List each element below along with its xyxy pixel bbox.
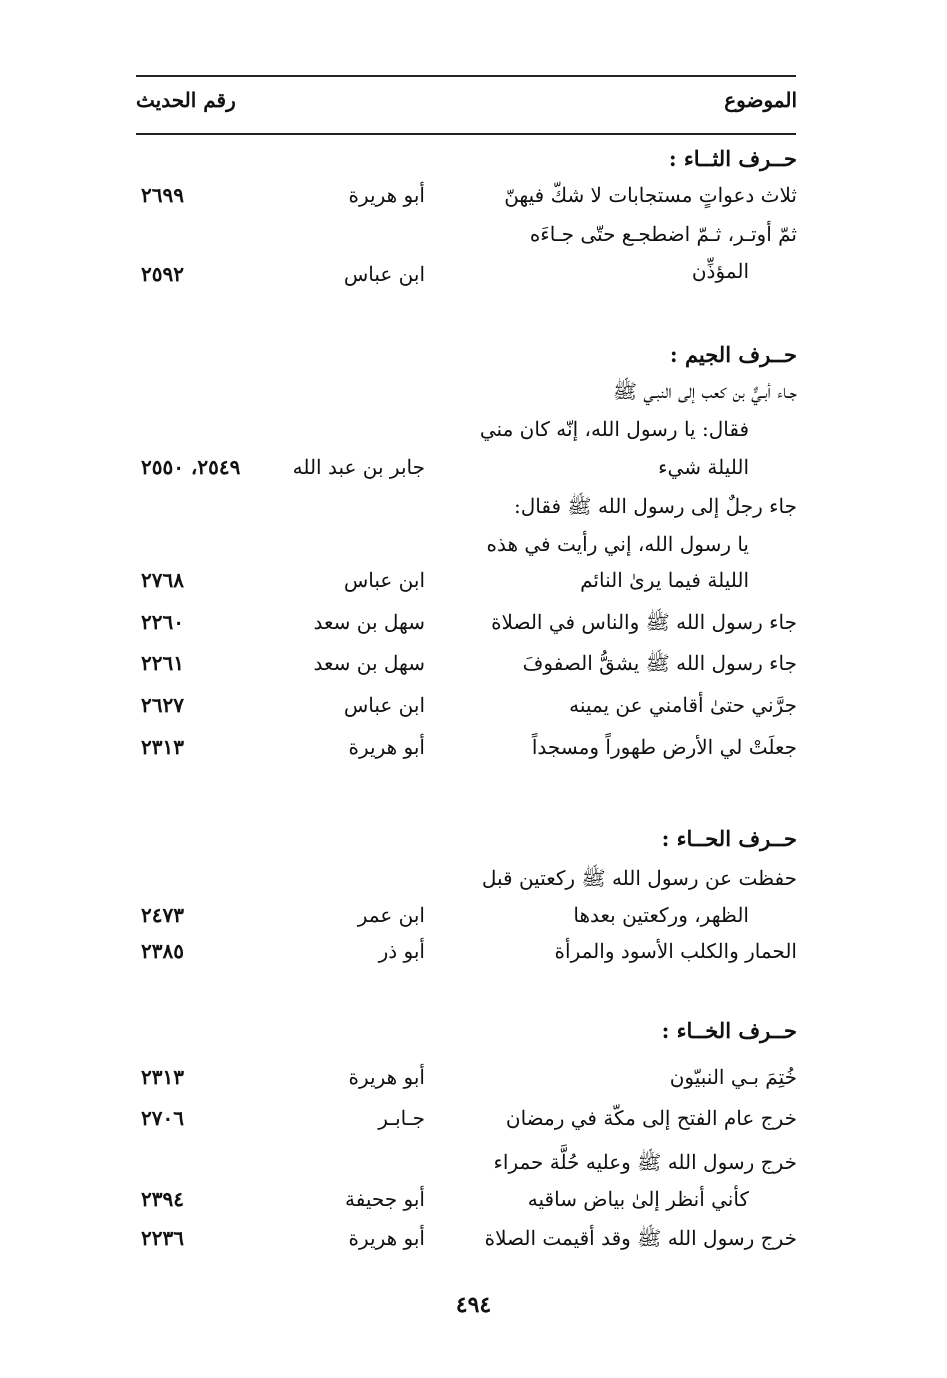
entry-number: ٢٢٦١ (141, 651, 184, 675)
entry-narrator: جـابـر (378, 1106, 425, 1130)
entry-text: ثمّ أوتـر، ثـمّ اضطجـع حتّى جـاءَه (529, 222, 797, 246)
entry-text: جاء رجلٌ إلى رسول الله ﷺ فقال: (514, 494, 797, 518)
entry-number: ٢٢٣٦ (141, 1226, 184, 1250)
section-title-jeem: حــرف الجيم : (669, 342, 797, 367)
entry-number: ٢٣٩٤ (141, 1187, 184, 1211)
topic-column-header: الموضوع (724, 88, 797, 112)
entry-number: ٢٣١٣ (141, 735, 184, 759)
section-title-thaa: حــرف الثــاء : (668, 146, 797, 171)
entry-text-continuation: الظهر، وركعتين بعدها (573, 903, 749, 927)
section-title-haa: حــرف الحــاء : (661, 826, 797, 851)
entry-text: جـاء أبـيٌّ بن كعب إلى النبـي ﷺ (612, 379, 797, 403)
entry-text-continuation: المؤذِّن (691, 259, 749, 283)
entry-narrator: أبو جحيفة (345, 1187, 425, 1211)
entry-text: الحمار والكلب الأسود والمرأة (554, 939, 797, 963)
entry-narrator: أبو هريرة (348, 1226, 425, 1250)
entry-narrator: ابن عمر (357, 903, 425, 927)
entry-text: خُتِمَ بـي النبيّون (669, 1065, 797, 1089)
entry-narrator: جابر بن عبد الله (292, 455, 425, 479)
page-number: ٤٩٤ (455, 1292, 492, 1318)
entry-text: جعلَتْ لي الأرض طهوراً ومسجداً (531, 735, 797, 759)
entry-text-continuation: الليلة شيء (658, 455, 749, 479)
entry-text: خرج رسول الله ﷺ وعليه حُلَّة حمراء (493, 1150, 797, 1174)
header-rule (136, 133, 796, 135)
entry-narrator: ابن عباس (343, 262, 425, 286)
entry-narrator: ابن عباس (343, 568, 425, 592)
entry-narrator: أبو هريرة (348, 1065, 425, 1089)
entry-number: ٢٥٩٢ (141, 262, 184, 286)
entry-number: ٢٤٧٣ (141, 903, 184, 927)
entry-number: ٢٧٦٨ (141, 568, 184, 592)
entry-text: ثلاث دعواتٍ مستجابات لا شكّ فيهنّ (504, 183, 797, 207)
entry-text: جرَّني حتىٰ أقامني عن يمينه (569, 693, 797, 717)
entry-text: حفظت عن رسول الله ﷺ ركعتين قبل (481, 866, 797, 890)
entry-number: ٢٦٩٩ (141, 183, 184, 207)
top-rule (136, 75, 796, 77)
entry-narrator: ابن عباس (343, 693, 425, 717)
entry-text-continuation: الليلة فيما يرىٰ النائم (580, 568, 749, 592)
entry-number: ٢٣١٣ (141, 1065, 184, 1089)
entry-narrator: أبو هريرة (348, 735, 425, 759)
entry-number: ٢٦٢٧ (141, 693, 184, 717)
entry-text-continuation: كأني أنظر إلىٰ بياض ساقيه (527, 1187, 749, 1211)
entry-narrator: سهل بن سعد (313, 651, 425, 675)
entry-number: ٢٣٨٥ (141, 939, 184, 963)
entry-text: جاء رسول الله ﷺ والناس في الصلاة (491, 610, 797, 634)
entry-narrator: سهل بن سعد (313, 610, 425, 634)
entry-text-continuation: فقال: يا رسول الله، إنّه كان مني (479, 417, 749, 441)
entry-number: ٢٧٠٦ (141, 1106, 184, 1130)
entry-text: خرج عام الفتح إلى مكّة في رمضان (505, 1106, 797, 1130)
hadith-number-column-header: رقم الحديث (136, 88, 236, 112)
entry-number: ٢٢٦٠ (141, 610, 184, 634)
entry-narrator: أبو ذر (378, 939, 425, 963)
section-title-khaa: حــرف الخــاء : (661, 1018, 797, 1043)
entry-text: خرج رسول الله ﷺ وقد أقيمت الصلاة (484, 1226, 797, 1250)
entry-text: جاء رسول الله ﷺ يشقُّ الصفوفَ (522, 651, 797, 675)
entry-text-continuation: يا رسول الله، إني رأيت في هذه (486, 532, 749, 556)
entry-narrator: أبو هريرة (348, 183, 425, 207)
entry-number: ٢٥٤٩، ٢٥٥٠ (141, 455, 241, 479)
